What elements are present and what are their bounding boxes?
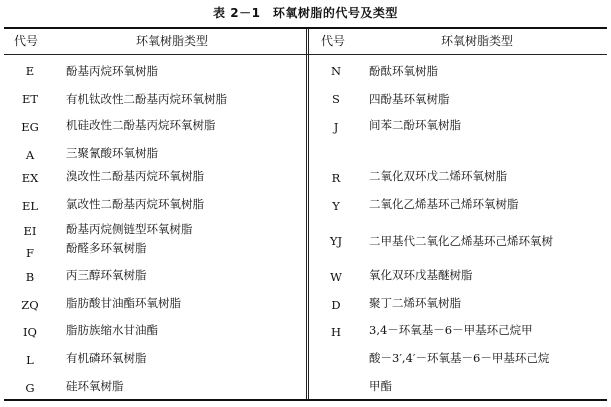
left-row-code: G	[25, 381, 35, 395]
right-row-type: 二甲基代二氧化乙烯基环己烯环氧树	[369, 234, 553, 248]
table-caption: 表 2－1 环氧树脂的代号及类型	[213, 6, 398, 20]
header-right-code: 代号	[321, 34, 346, 48]
right-row-type: 间苯二酚环氧树脂	[369, 118, 461, 132]
right-row-code: YJ	[329, 234, 343, 248]
right-row-type: 3,4－环氧基－6－甲基环己烷甲	[369, 323, 533, 337]
left-row-code: IQ	[23, 325, 37, 339]
left-row-code: EI	[23, 224, 37, 238]
left-row-type: 酚基丙烷环氧树脂	[66, 64, 158, 78]
resin-code-table	[4, 27, 607, 401]
right-row-type: 二氧化乙烯基环己烯环氧树脂	[369, 197, 519, 211]
left-row-type: 机硅改性二酚基丙烷环氧树脂	[66, 118, 216, 132]
right-row-code: W	[330, 270, 342, 284]
right-row-code: D	[331, 298, 341, 312]
left-row-type: 硅环氧树脂	[66, 379, 124, 393]
left-row-code: A	[25, 148, 35, 162]
left-row-code: F	[26, 246, 34, 260]
right-row-type: 氧化双环戊基醚树脂	[369, 268, 473, 282]
left-row-code: ET	[21, 92, 39, 106]
left-row-type: 酚醛多环氧树脂	[66, 241, 147, 255]
header-right-type: 环氧树脂类型	[441, 34, 514, 48]
left-row-type: 脂肪族缩水甘油酯	[66, 323, 158, 337]
right-row-type: 二氧化双环戊二烯环氧树脂	[369, 169, 507, 183]
left-row-type: 溴改性二酚基丙烷环氧树脂	[66, 169, 204, 183]
header-left-type: 环氧树脂类型	[136, 34, 209, 48]
left-row-type: 三聚氰酸环氧树脂	[66, 146, 158, 160]
left-row-code: L	[26, 353, 34, 367]
left-row-code: ZQ	[21, 298, 39, 312]
right-row-type: 酸－3′,4′－环氧基－6－甲基环己烷	[369, 351, 550, 365]
right-row-code: Y	[332, 199, 340, 213]
left-row-type: 氯改性二酚基丙烷环氧树脂	[66, 197, 204, 211]
left-row-type: 有机磷环氧树脂	[66, 351, 147, 365]
right-row-code: R	[331, 171, 341, 185]
right-row-type: 聚丁二烯环氧树脂	[369, 296, 461, 310]
left-row-code: EG	[21, 120, 39, 134]
left-row-code: EL	[21, 199, 39, 213]
left-row-code: E	[25, 64, 35, 78]
left-row-code: B	[25, 270, 35, 284]
right-row-code: H	[330, 325, 342, 339]
right-row-type: 甲酯	[369, 379, 392, 393]
right-row-code: N	[330, 64, 342, 78]
left-row-type: 脂肪酸甘油酯环氧树脂	[66, 296, 181, 310]
left-row-code: EX	[21, 171, 39, 185]
left-row-type: 酚基丙烷侧链型环氧树脂	[66, 222, 193, 236]
left-row-type: 有机钛改性二酚基丙烷环氧树脂	[66, 92, 227, 106]
right-row-code: S	[332, 92, 340, 106]
right-row-type: 酚酞环氧树脂	[369, 64, 438, 78]
left-row-type: 丙三醇环氧树脂	[66, 268, 147, 282]
right-row-type: 四酚基环氧树脂	[369, 92, 450, 106]
header-left-code: 代号	[14, 34, 39, 48]
center-divider	[306, 29, 309, 399]
right-row-code: J	[333, 120, 339, 134]
